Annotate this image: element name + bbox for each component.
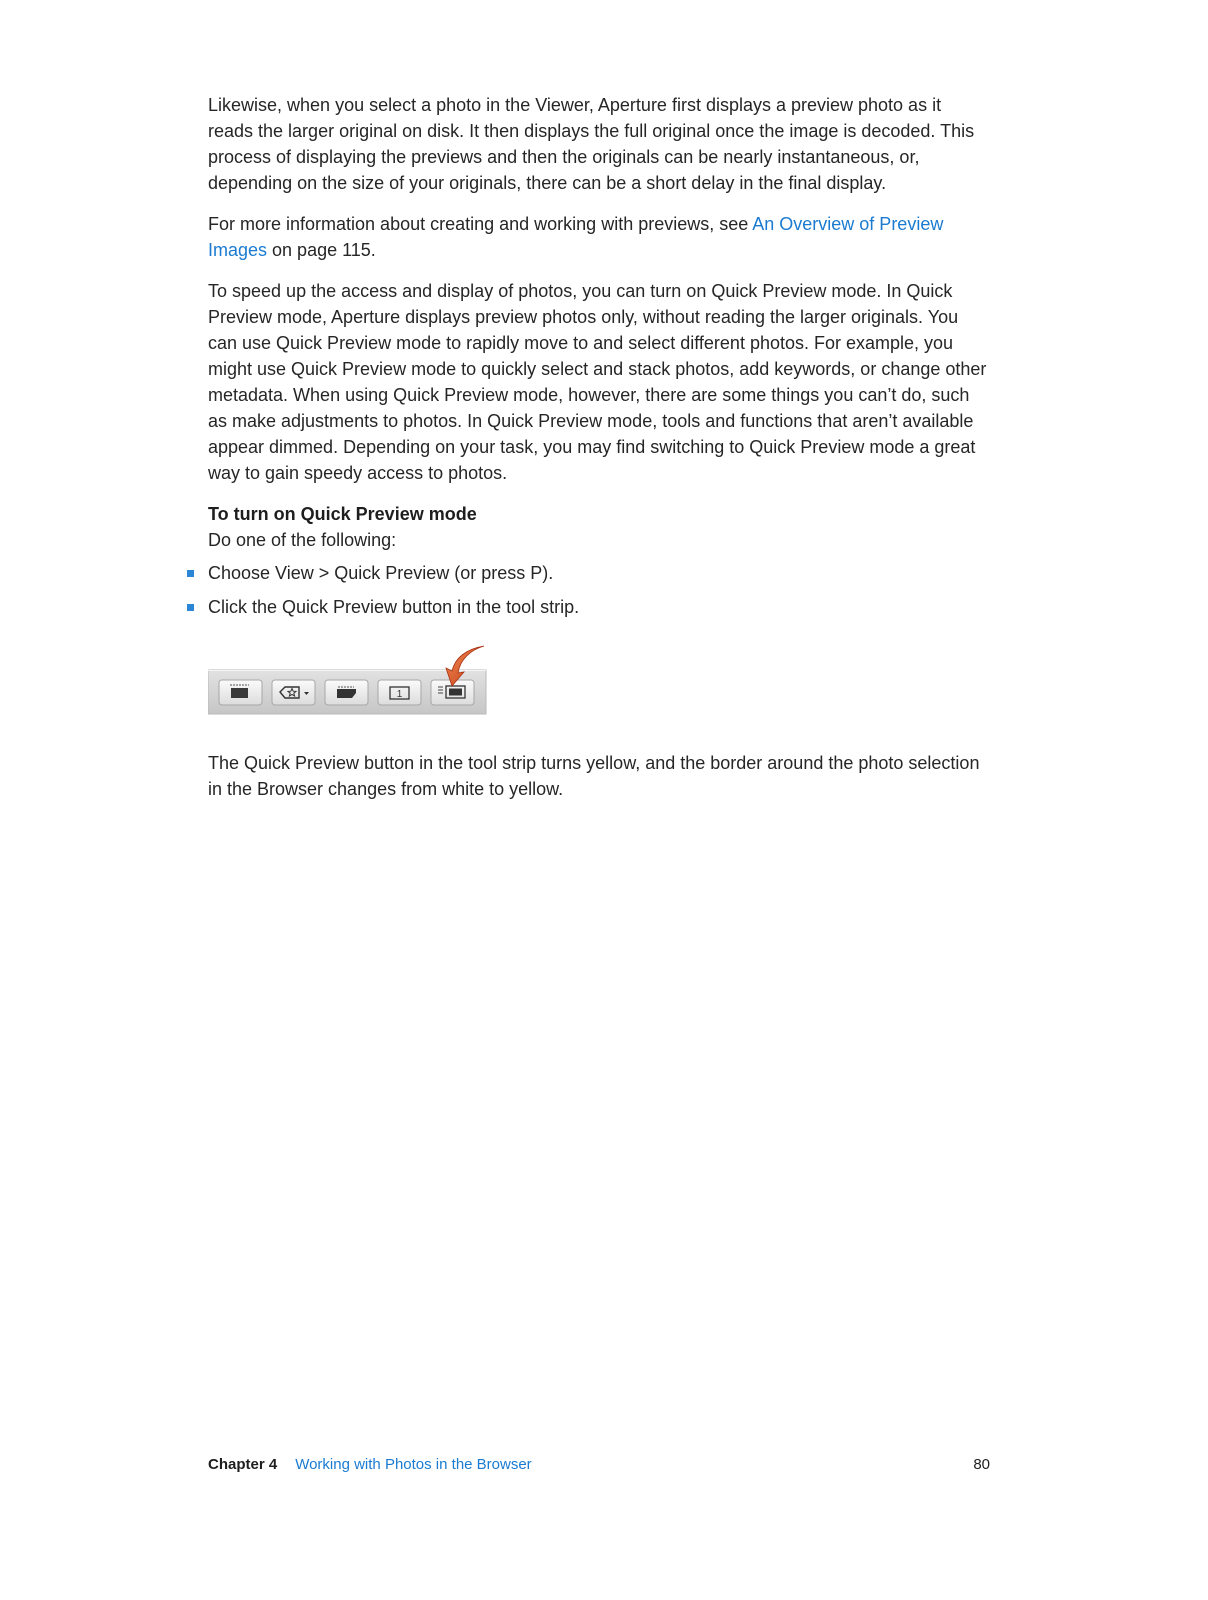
steps-list xyxy=(208,560,988,620)
page-content xyxy=(208,92,988,817)
paragraph-more-info-page: on page 115. xyxy=(267,240,376,260)
stack-button[interactable] xyxy=(219,680,262,705)
square-bullet-icon xyxy=(187,570,194,577)
task-heading: To turn on Quick Preview mode xyxy=(208,504,477,524)
step-text: Choose View > Quick Preview (or press P). xyxy=(208,563,554,583)
chapter-title-link[interactable]: Working with Photos in the Browser xyxy=(295,1456,532,1473)
step-text: Click the Quick Preview button in the tool strip. xyxy=(208,597,580,617)
paragraph-more-info-text: For more information about creating and working with previews, see xyxy=(208,214,753,234)
paragraph-more-info xyxy=(208,211,988,263)
chapter-label: Chapter 4 xyxy=(208,1456,278,1473)
tool-strip-figure xyxy=(208,640,488,722)
filmstrip-button[interactable] xyxy=(325,680,368,705)
keyword-button[interactable] xyxy=(272,680,315,705)
page-number: 80 xyxy=(973,1456,990,1473)
overview-preview-images-link[interactable]: An Overview of Preview Images xyxy=(208,214,944,260)
paragraph-result: The Quick Preview button in the tool strip turns yellow, and the border around the photo selection in the Browser changes from white to yellow. xyxy=(208,753,980,799)
square-bullet-icon xyxy=(187,604,194,611)
tool-strip-illustration xyxy=(208,640,488,722)
page-footer xyxy=(208,1455,990,1475)
single-view-number: 1 xyxy=(396,689,403,700)
task-intro: Do one of the following: xyxy=(208,530,397,550)
step-item xyxy=(208,594,988,620)
paragraph-quick-preview: To speed up the access and display of photos, you can turn on Quick Preview mode. In Quick Preview mode, Aperture displays preview photos only, without reading the larger originals. You can use Quick Preview mode to rapidly move to and select different photos. For example, you might use Quick Preview mode to quickly select and stack photos, add keywords, or change other metadata. When using Quick Preview mode, however, there are some things you can’t do, such as make adjustments to photos. In Quick Preview mode, tools and functions that aren’t available appear dimmed. Depending on your task, you may find switching to Quick Preview mode a great way to gain speedy access to photos. xyxy=(208,281,987,483)
paragraph-previews-viewer: Likewise, when you select a photo in the Viewer, Aperture first displays a preview photo as it reads the larger original on disk. It then displays the full original once the image is decoded. This process of displaying the previews and then the originals can be nearly instantaneous, or, depending on the size of your originals, there can be a short delay in the final display. xyxy=(208,95,975,193)
step-item xyxy=(208,560,988,586)
single-view-button[interactable] xyxy=(378,680,421,705)
